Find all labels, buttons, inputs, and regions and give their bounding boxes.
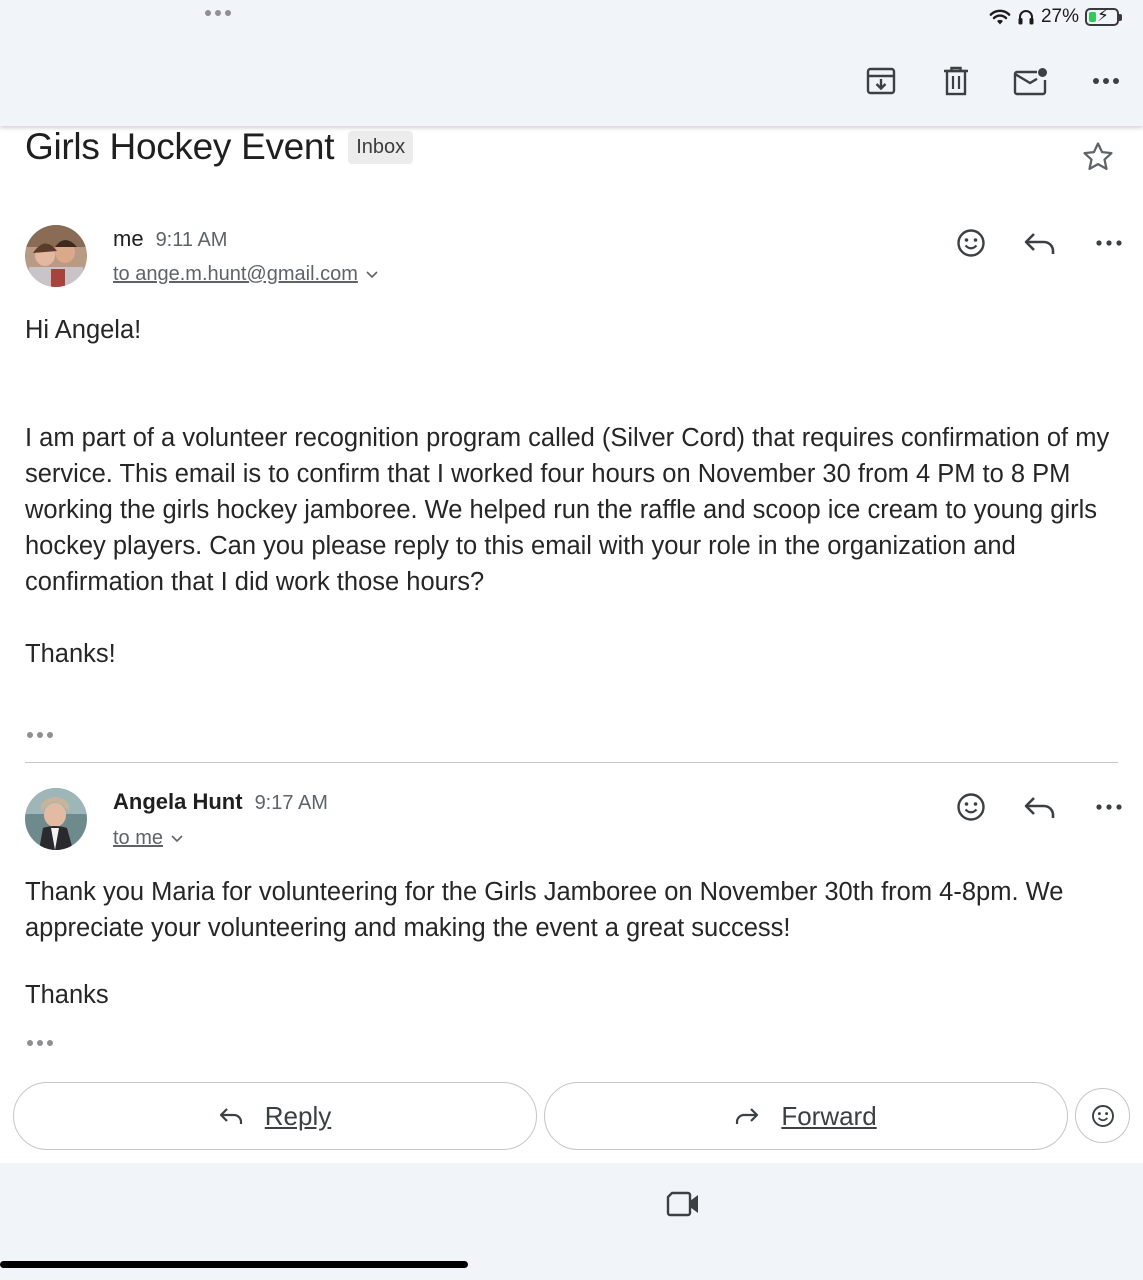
show-trimmed-content[interactable] (25, 728, 55, 742)
sender-row (113, 226, 227, 252)
mark-unread-icon (1013, 66, 1049, 96)
battery-percent: 27% (1040, 6, 1079, 27)
sender-row (113, 789, 328, 815)
message-body (25, 312, 1115, 672)
sign-off: Thanks (25, 981, 109, 1009)
archive-icon (866, 66, 896, 96)
message-toolbar (843, 58, 1143, 104)
reply-label: Reply (264, 1100, 332, 1131)
emoji-icon (956, 228, 986, 258)
more-icon (1096, 240, 1122, 246)
more-icon (1096, 804, 1122, 810)
avatar[interactable] (25, 788, 87, 850)
emoji-icon (956, 792, 986, 822)
delete-button[interactable] (918, 58, 993, 104)
more-options-button[interactable] (1068, 58, 1143, 104)
more-icon (1092, 77, 1120, 85)
message-actions (936, 221, 1143, 265)
reply-button[interactable] (1005, 221, 1074, 265)
recipient-text: to me (113, 827, 164, 849)
reply-button[interactable] (1005, 785, 1074, 829)
emoji-icon (1091, 1104, 1115, 1128)
react-button[interactable] (936, 221, 1005, 265)
mark-unread-button[interactable] (993, 58, 1068, 104)
bottom-bar (0, 1163, 1143, 1280)
react-button[interactable] (936, 785, 1005, 829)
message-actions (936, 785, 1143, 829)
sign-off: Thanks! (25, 640, 116, 668)
message-more-button[interactable] (1074, 785, 1143, 829)
chevron-down-icon (366, 271, 378, 279)
greeting: Hi Angela! (25, 316, 142, 344)
archive-button[interactable] (843, 58, 918, 104)
recipient-details[interactable] (113, 263, 378, 286)
message-more-button[interactable] (1074, 221, 1143, 265)
star-button[interactable] (1081, 140, 1115, 179)
trash-icon (943, 66, 969, 96)
forward-label: Forward (781, 1100, 877, 1131)
video-camera-icon (666, 1190, 700, 1218)
reply-icon (219, 1107, 243, 1125)
sender-name: Angela Hunt (113, 789, 243, 814)
status-bar (989, 6, 1119, 28)
wifi-icon (989, 8, 1011, 26)
subject-title: Girls Hockey Event (25, 126, 335, 167)
forward-icon (735, 1107, 759, 1125)
forward-button[interactable] (544, 1082, 1068, 1150)
divider (25, 762, 1118, 763)
recipient-details[interactable] (113, 827, 183, 850)
sender-name: me (113, 226, 144, 251)
battery-icon: ⚡ (1085, 8, 1119, 26)
paragraph: Thank you Maria for volunteering for the Girls Jamboree on November 30th from 4-8pm. We appreciate your volunteering and making the event a great success! (25, 878, 1064, 942)
meet-button[interactable] (666, 1190, 700, 1223)
multitasking-dots[interactable] (205, 10, 231, 16)
reply-icon (1024, 795, 1056, 819)
avatar[interactable] (25, 225, 87, 287)
reply-all-button[interactable] (13, 1082, 537, 1150)
reply-icon (1024, 231, 1056, 255)
subject-row (25, 126, 413, 168)
emoji-reaction-button[interactable] (1075, 1088, 1130, 1143)
message-body (25, 874, 1115, 1013)
show-trimmed-content[interactable] (25, 1036, 55, 1050)
headphones-icon (1017, 8, 1035, 26)
star-icon (1081, 140, 1115, 174)
home-indicator (0, 1261, 468, 1268)
paragraph: I am part of a volunteer recognition program called (Silver Cord) that requires confirmation of my service. This email is to confirm that I worked four hours on November 30 from 4 PM to 8 PM working the girls hockey jamboree. We helped run the raffle and scoop ice cream to young girls hockey players. Can you please reply to this email with your role in the organization and confirmation that I did work those hours? (25, 424, 1110, 596)
chevron-down-icon (171, 835, 183, 843)
top-bar (0, 0, 1143, 126)
inbox-label[interactable]: Inbox (348, 131, 413, 164)
recipient-text: to ange.m.hunt@gmail.com (113, 263, 358, 285)
sent-time: 9:17 AM (254, 792, 328, 814)
sent-time: 9:11 AM (155, 229, 228, 251)
